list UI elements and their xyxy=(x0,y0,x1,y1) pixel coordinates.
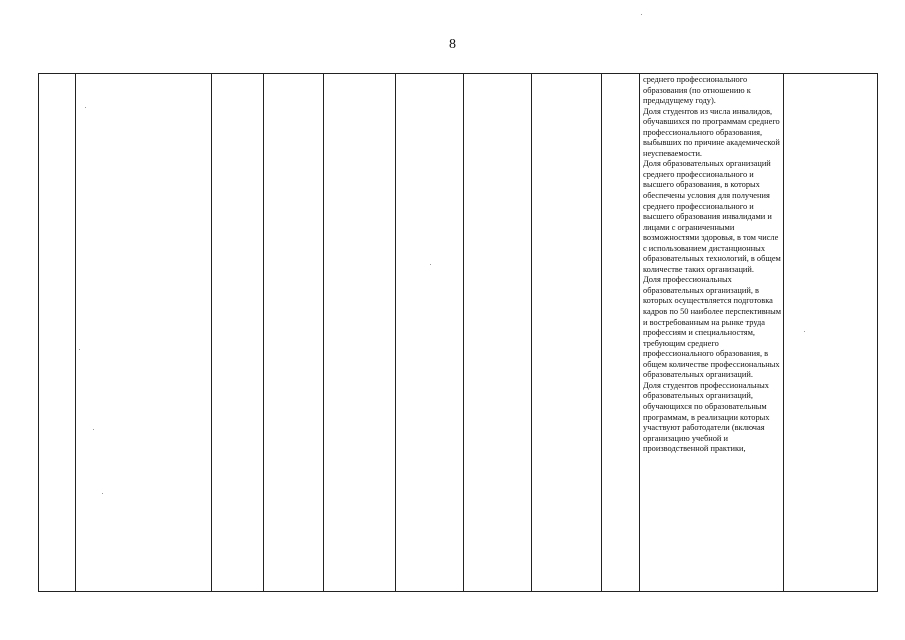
column-divider xyxy=(211,74,212,591)
scan-speck xyxy=(102,493,103,494)
scan-speck xyxy=(804,331,805,332)
column-divider xyxy=(639,74,640,591)
scan-speck xyxy=(430,264,431,265)
column-divider xyxy=(783,74,784,591)
scan-speck xyxy=(85,107,86,108)
column-divider xyxy=(463,74,464,591)
column-divider xyxy=(531,74,532,591)
indicator-paragraph: Доля студентов профессиональных образовательных организаций, обучающихся по образовательным программам, в реализации которых участвуют работодатели (включая организацию учебной и производственной практики, xyxy=(643,380,770,454)
column-divider xyxy=(601,74,602,591)
scan-speck xyxy=(79,349,80,350)
indicator-paragraph: Доля студентов из числа инвалидов, обучавшихся по программам среднего профессионального образования, выбывших по причине академической неуспеваемости. xyxy=(643,106,780,158)
indicator-cell xyxy=(643,75,783,591)
indicator-table xyxy=(38,73,878,592)
scan-speck xyxy=(641,14,642,15)
column-divider xyxy=(323,74,324,591)
indicator-paragraph: Доля образовательных организаций среднего профессионального и высшего образования, в которых обеспечены условия для получения среднего профессионального и высшего образования инвалидами и лицами с ограниченными возможностями здоровья, в том числе с использованием дистанционных образовательных технологий, в общем количестве таких организаций. xyxy=(643,159,781,274)
scan-speck xyxy=(93,429,94,430)
column-divider xyxy=(263,74,264,591)
page-number: 8 xyxy=(449,37,456,52)
indicator-paragraph: Доля профессиональных образовательных организаций, в которых осуществляется подготовка кадров по 50 наиболее перспективным и востребованным на рынке труда профессиям и специальностям, требующим среднего профессионального образования, в общем количестве профессиональных образовательных организаций. xyxy=(643,275,782,380)
column-divider xyxy=(75,74,76,591)
indicator-paragraph: среднего профессионального образования (по отношению к предыдущему году). xyxy=(643,75,751,106)
column-divider xyxy=(395,74,396,591)
